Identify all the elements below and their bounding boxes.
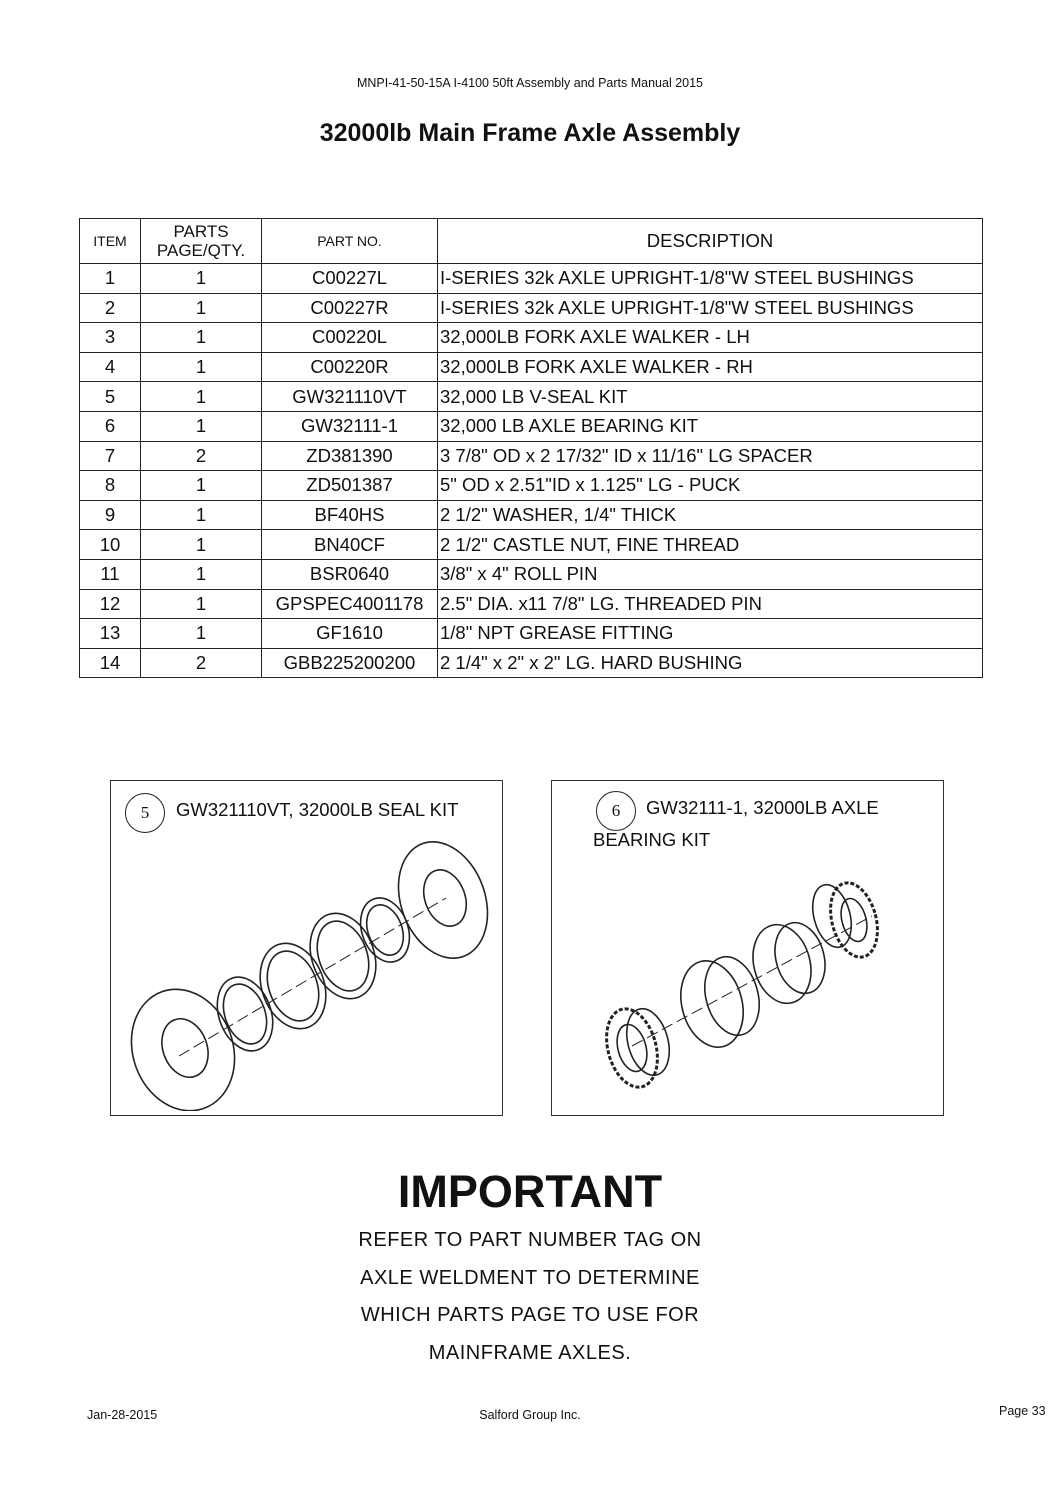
cell-item: 13 <box>80 619 141 649</box>
cell-qty: 1 <box>141 471 262 501</box>
cell-description: 2.5" DIA. x11 7/8" LG. THREADED PIN <box>438 589 983 619</box>
bearing-kit-label-line1: GW32111-1, 32000LB AXLE <box>646 797 879 818</box>
table-row <box>80 293 983 323</box>
cell-item: 10 <box>80 530 141 560</box>
table-row <box>80 411 983 441</box>
col-header-parts-line1: PARTS <box>173 222 229 241</box>
table-row <box>80 264 983 294</box>
cell-item: 11 <box>80 559 141 589</box>
parts-table <box>79 218 983 678</box>
cell-part-no: BN40CF <box>262 530 438 560</box>
table-row <box>80 619 983 649</box>
cell-part-no: GW32111-1 <box>262 411 438 441</box>
footer-page-number: Page 33 <box>999 1404 1046 1418</box>
important-line: AXLE WELDMENT TO DETERMINE <box>360 1266 700 1289</box>
cell-description: 32,000 LB AXLE BEARING KIT <box>438 411 983 441</box>
seal-kit-exploded-view-icon <box>121 836 501 1111</box>
table-row <box>80 471 983 501</box>
cell-item: 6 <box>80 411 141 441</box>
cell-description: 32,000LB FORK AXLE WALKER - LH <box>438 323 983 353</box>
cell-part-no: GF1610 <box>262 619 438 649</box>
important-note <box>0 1222 1060 1372</box>
cell-item: 8 <box>80 471 141 501</box>
cell-part-no: C00220R <box>262 352 438 382</box>
cell-description: 32,000LB FORK AXLE WALKER - RH <box>438 352 983 382</box>
cell-description: 2 1/4" x 2" x 2" LG. HARD BUSHING <box>438 648 983 678</box>
bearing-kit-label-line2: BEARING KIT <box>593 829 711 850</box>
document-header: MNPI-41-50-15A I-4100 50ft Assembly and Parts Manual 2015 <box>356 76 704 90</box>
table-row <box>80 323 983 353</box>
cell-part-no: ZD501387 <box>262 471 438 501</box>
cell-part-no: C00220L <box>262 323 438 353</box>
cell-qty: 1 <box>141 264 262 294</box>
cell-item: 9 <box>80 500 141 530</box>
table-row <box>80 500 983 530</box>
cell-description: 5" OD x 2.51"ID x 1.125" LG - PUCK <box>438 471 983 501</box>
cell-item: 2 <box>80 293 141 323</box>
cell-part-no: BSR0640 <box>262 559 438 589</box>
cell-qty: 1 <box>141 619 262 649</box>
table-row <box>80 352 983 382</box>
col-header-item: ITEM <box>80 219 141 264</box>
col-header-parts-line2: PAGE/QTY. <box>156 241 246 260</box>
cell-qty: 1 <box>141 559 262 589</box>
seal-kit-label: GW321110VT, 32000LB SEAL KIT <box>176 799 459 820</box>
cell-qty: 2 <box>141 648 262 678</box>
footer-company: Salford Group Inc. <box>479 1408 581 1422</box>
cell-part-no: GW321110VT <box>262 382 438 412</box>
table-row <box>80 441 983 471</box>
table-row <box>80 648 983 678</box>
table-row <box>80 530 983 560</box>
cell-qty: 1 <box>141 352 262 382</box>
cell-qty: 1 <box>141 293 262 323</box>
seal-kit-panel <box>110 780 503 1116</box>
cell-item: 14 <box>80 648 141 678</box>
bearing-kit-exploded-view-icon <box>592 876 932 1106</box>
cell-description: I-SERIES 32k AXLE UPRIGHT-1/8"W STEEL BUSHINGS <box>438 264 983 294</box>
table-row <box>80 382 983 412</box>
cell-description: 3 7/8" OD x 2 17/32" ID x 11/16" LG SPACER <box>438 441 983 471</box>
cell-part-no: C00227L <box>262 264 438 294</box>
table-row <box>80 589 983 619</box>
seal-kit-item-number: 5 <box>125 793 165 833</box>
cell-description: 1/8" NPT GREASE FITTING <box>438 619 983 649</box>
cell-qty: 1 <box>141 411 262 441</box>
cell-qty: 1 <box>141 382 262 412</box>
cell-item: 4 <box>80 352 141 382</box>
cell-part-no: GBB225200200 <box>262 648 438 678</box>
col-header-part-no: PART NO. <box>262 219 438 264</box>
cell-qty: 1 <box>141 530 262 560</box>
cell-description: 3/8" x 4" ROLL PIN <box>438 559 983 589</box>
bearing-kit-item-number: 6 <box>596 791 636 831</box>
table-row <box>80 559 983 589</box>
cell-description: 32,000 LB V-SEAL KIT <box>438 382 983 412</box>
page-title: 32000lb Main Frame Axle Assembly <box>319 119 741 147</box>
col-header-parts-page-qty <box>141 219 262 264</box>
cell-qty: 1 <box>141 500 262 530</box>
cell-item: 3 <box>80 323 141 353</box>
cell-description: 2 1/2" CASTLE NUT, FINE THREAD <box>438 530 983 560</box>
cell-description: 2 1/2" WASHER, 1/4" THICK <box>438 500 983 530</box>
bearing-kit-panel <box>551 780 944 1116</box>
important-line: WHICH PARTS PAGE TO USE FOR <box>360 1304 700 1326</box>
cell-part-no: BF40HS <box>262 500 438 530</box>
important-heading: IMPORTANT <box>397 1166 663 1217</box>
cell-part-no: ZD381390 <box>262 441 438 471</box>
cell-qty: 1 <box>141 323 262 353</box>
cell-item: 7 <box>80 441 141 471</box>
cell-description: I-SERIES 32k AXLE UPRIGHT-1/8"W STEEL BUSHINGS <box>438 293 983 323</box>
important-line: REFER TO PART NUMBER TAG ON <box>358 1229 702 1251</box>
col-header-description: DESCRIPTION <box>438 219 983 264</box>
cell-qty: 2 <box>141 441 262 471</box>
cell-item: 1 <box>80 264 141 294</box>
table-header-row <box>80 219 983 264</box>
cell-item: 5 <box>80 382 141 412</box>
cell-part-no: GPSPEC4001178 <box>262 589 438 619</box>
footer-date: Jan-28-2015 <box>87 1408 158 1422</box>
cell-part-no: C00227R <box>262 293 438 323</box>
cell-qty: 1 <box>141 589 262 619</box>
cell-item: 12 <box>80 589 141 619</box>
important-line: MAINFRAME AXLES. <box>428 1341 632 1364</box>
